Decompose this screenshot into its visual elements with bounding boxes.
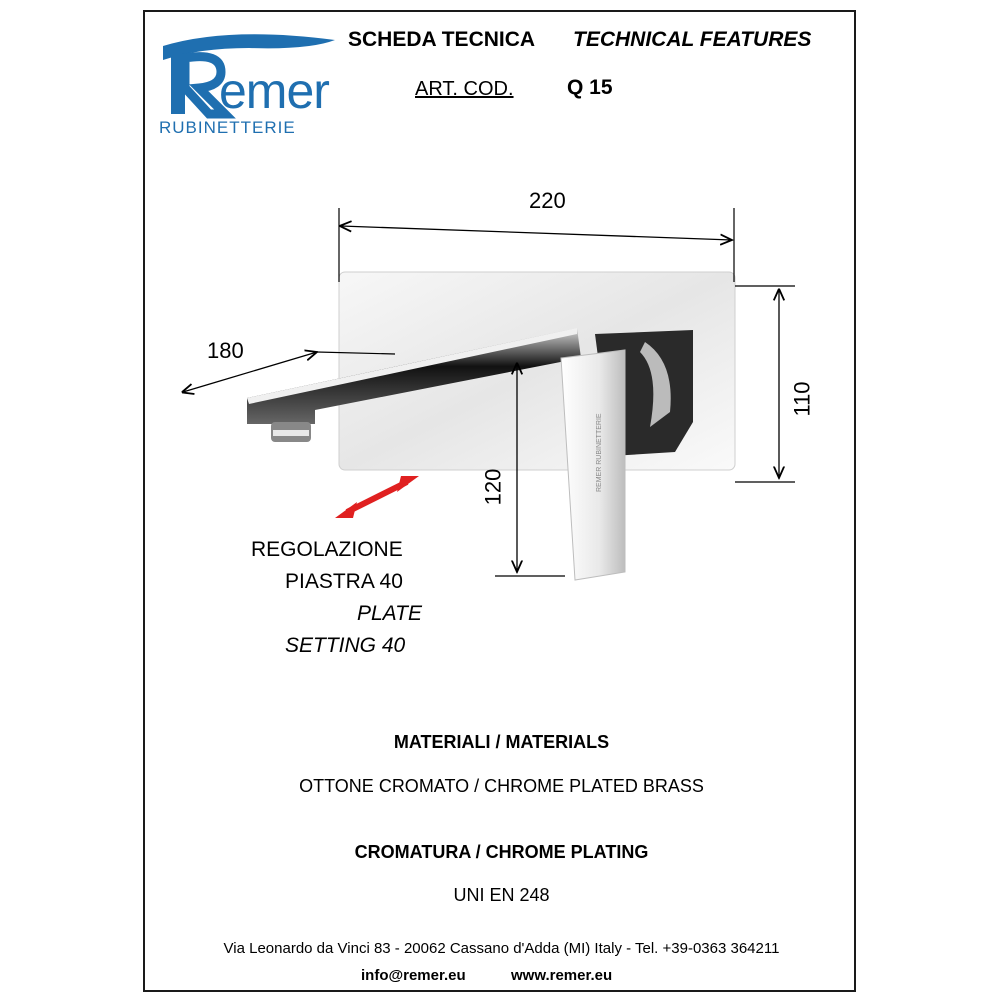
technical-sheet bbox=[143, 10, 856, 992]
art-code-value: Q 15 bbox=[567, 76, 613, 99]
materials-value: OTTONE CROMATO / CHROME PLATED BRASS bbox=[299, 776, 704, 796]
plating-title: CROMATURA / CHROME PLATING bbox=[354, 842, 649, 862]
adjust-arrow bbox=[347, 482, 407, 512]
lever-handle bbox=[561, 350, 625, 580]
logo-subtitle: RUBINETTERIE bbox=[159, 118, 296, 137]
scheda-tecnica-title: SCHEDA TECNICA bbox=[348, 28, 536, 51]
dim-line-220 bbox=[341, 226, 732, 240]
dim-label-120: 120 bbox=[480, 468, 506, 506]
art-code-label: ART. COD. bbox=[415, 78, 514, 100]
dim-label-180: 180 bbox=[207, 338, 244, 363]
dim-label-220: 220 bbox=[529, 188, 566, 213]
footer-address: Via Leonardo da Vinci 83 - 20062 Cassano d'Adda (MI) Italy - Tel. +39-0363 364211 bbox=[223, 940, 780, 957]
footer-email[interactable]: info@remer.eu bbox=[361, 967, 466, 984]
plating-value: UNI EN 248 bbox=[453, 885, 550, 905]
adjust-line-1: REGOLAZIONE bbox=[251, 538, 403, 561]
adjust-line-2: PIASTRA 40 bbox=[285, 570, 403, 593]
dim-label-110: 110 bbox=[789, 381, 815, 417]
dim-line-180 bbox=[183, 352, 317, 392]
svg-text:emer: emer bbox=[219, 63, 329, 119]
footer-website[interactable]: www.remer.eu bbox=[511, 967, 613, 984]
adjust-line-4: SETTING 40 bbox=[285, 634, 406, 657]
adjust-line-3: PLATE bbox=[357, 602, 422, 625]
handle-engraving: REMER RUBINETTERIE bbox=[596, 413, 603, 492]
materials-title: MATERIALI / MATERIALS bbox=[393, 732, 610, 752]
technical-features-title: TECHNICAL FEATURES bbox=[573, 28, 812, 51]
